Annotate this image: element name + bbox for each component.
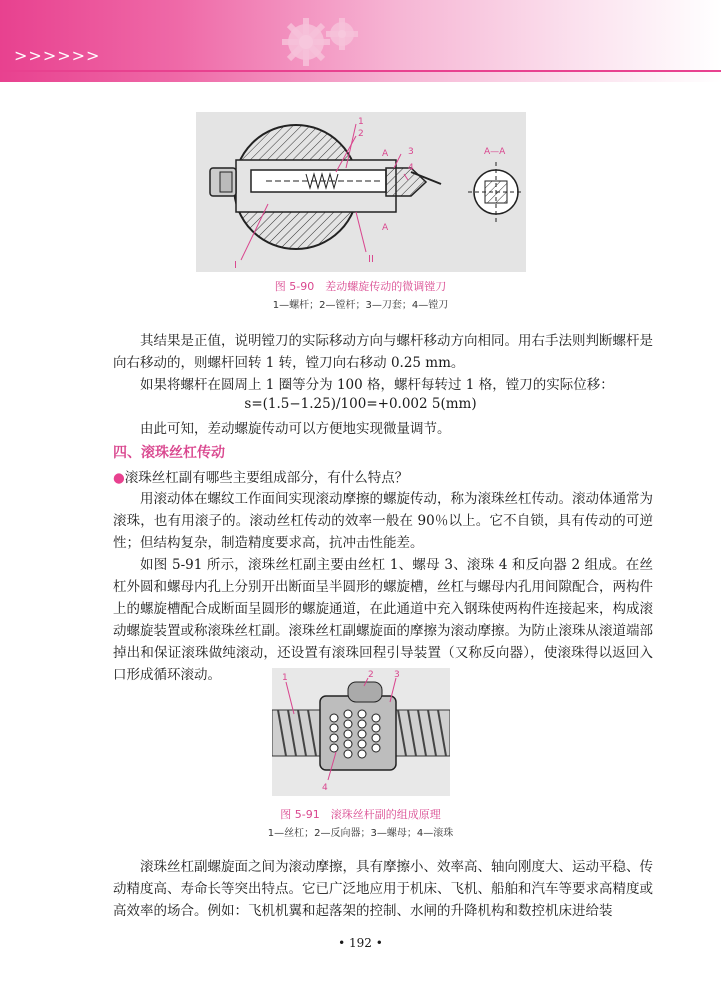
- fig1-section-label: A—A: [484, 147, 506, 157]
- figure1-legend: 1—螺杆；2—镗杆；3—刀套；4—镗刀: [272, 300, 449, 311]
- paragraph-1: 其结果是正值，说明镗刀的实际移动方向与螺杆移动方向相同。用右手法则判断螺杆是向右移动的，则螺杆回转 1 转，镗刀向右移动 0.25 mm。: [113, 333, 653, 371]
- fig1-label-3: 3: [408, 147, 414, 157]
- page-number: • 192 •: [338, 936, 383, 950]
- formula: s=(1.5−1.25)/100=+0.002 5(mm): [244, 396, 477, 412]
- fig2-label-4: 4: [322, 783, 328, 793]
- figure2-legend: 1—丝杠；2—反向器；3—螺母；4—滚珠: [267, 828, 454, 839]
- paragraph-5: 如图 5-91 所示，滚珠丝杠副主要由丝杠 1、螺母 3、滚珠 4 和反向器 2 组成。在丝杠外圆和螺母内孔上分别开出断面呈半圆形的螺旋槽，丝杠与螺母内孔用间隙配合，两构件上的螺旋槽配合成断面呈圆形的螺旋通道，在此通道中充入钢珠使两构件连接起来，构成滚动螺旋装置或称滚珠丝杠副。滚珠丝杠副螺旋面的摩擦为滚动摩擦。为防止滚珠从滚道端部掉出和保证滚珠做纯滚动，还设置有滚珠回程引导装置（又称反向器），使滚珠得以返回入口形成循环滚动。: [113, 557, 653, 683]
- paragraph-3: 由此可知，差动螺旋传动可以方便地实现微量调节。: [140, 421, 451, 437]
- figure-ball-screw-diagram: [272, 668, 450, 796]
- paragraph-2: 如果将螺杆在圆周上 1 圈等分为 100 格，螺杆每转过 1 格，镗刀的实际位移：: [140, 377, 614, 393]
- fig1-label-1: 1: [358, 117, 364, 127]
- fig1-label-4: 4: [408, 163, 414, 173]
- section-heading: 四、滚珠丝杠传动: [113, 445, 225, 461]
- fig2-label-1: 1: [282, 673, 288, 683]
- figure-boring-tool-diagram: [196, 112, 526, 272]
- fig2-label-2: 2: [368, 670, 374, 680]
- bullet-dot-icon: ●: [113, 470, 125, 486]
- fig1-label-roman-1: I: [234, 260, 237, 271]
- fig1-label-roman-2: II: [368, 254, 374, 265]
- question-text: 滚珠丝杠副有哪些主要组成部分，有什么特点？: [124, 470, 409, 486]
- fig1-label-a-top: A: [382, 149, 389, 159]
- fig1-label-2: 2: [358, 129, 364, 139]
- fig1-label-a-bottom: A: [382, 223, 389, 233]
- paragraph-4: 用滚动体在螺纹工作面间实现滚动摩擦的螺旋传动，称为滚珠丝杠传动。滚动体通常为滚珠，也有用滚子的。滚动丝杠传动的效率一般在 90％以上。它不自锁，具有传动的可逆性；但结构复杂，制造精度要求高，抗冲击性能差。: [113, 491, 653, 551]
- paragraph-6: 滚珠丝杠副螺旋面之间为滚动摩擦，具有摩擦小、效率高、轴向刚度大、运动平稳、传动精度高、寿命长等突出特点。它已广泛地应用于机床、飞机、船舶和汽车等要求高精度或高效率的场合。例如：飞机机翼和起落架的控制、水闸的升降机构和数控机床进给装: [113, 859, 653, 919]
- gear-icon: [268, 6, 378, 76]
- chevron-decoration: >>>>>>: [14, 46, 101, 65]
- fig2-label-3: 3: [394, 670, 400, 680]
- figure2-caption: 图 5-91 滚珠丝杆副的组成原理: [280, 808, 441, 821]
- figure1-caption: 图 5-90 差动螺旋传动的微调镗刀: [274, 280, 447, 293]
- question-bullet: [113, 466, 408, 486]
